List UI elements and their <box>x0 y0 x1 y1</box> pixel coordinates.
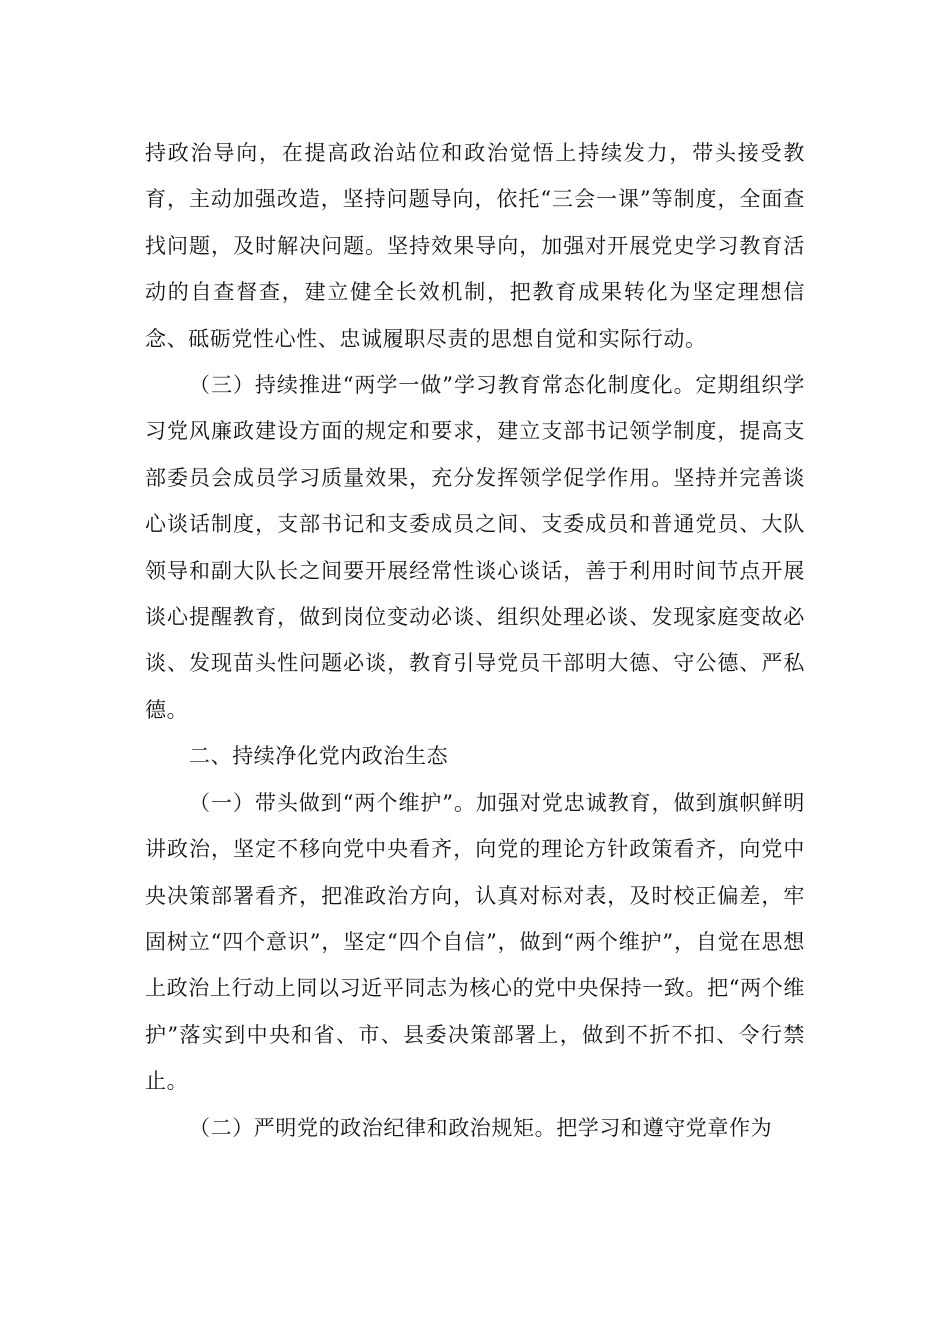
paragraph-continuation: 持政治导向，在提高政治站位和政治觉悟上持续发力，带头接受教育，主动加强改造，坚持问题导向，依托“三会一课”等制度，全面查找问题，及时解决问题。坚持效果导向，加强对开展党史学习教育活动的自查督查，建立健全长效机制，把教育成果转化为坚定理想信念、砥砺党性心性、忠诚履职尽责的思想自觉和实际行动。 <box>145 141 805 351</box>
section-heading-political-ecology: 二、持续净化党内政治生态 <box>189 744 449 769</box>
paragraph-two-safeguards: （一）带头做到“两个维护”。加强对党忠诚教育，做到旗帜鲜明讲政治，坚定不移向党中央看齐，向党的理论方针政策看齐，向党中央决策部署看齐，把准政治方向，认真对标对表，及时校正偏差，牢固树立“四个意识”，坚定“四个自信”，做到“两个维护”，自觉在思想上政治上行动上同以习近平同志为核心的党中央保持一致。把“两个维护”落实到中央和省、市、县委决策部署上，做到不折不扣、令行禁止。 <box>145 790 805 1094</box>
paragraph-two-study-one-do: （三）持续推进“两学一做”学习教育常态化制度化。定期组织学习党风廉政建设方面的规定和要求，建立支部书记领学制度，提高支部委员会成员学习质量效果，充分发挥领学促学作用。坚持并完善谈心谈话制度，支部书记和支委成员之间、支委成员和普通党员、大队领导和副大队长之间要开展经常性谈心谈话，善于利用时间节点开展谈心提醒教育，做到岗位变动必谈、组织处理必谈、发现家庭变故必谈、发现苗头性问题必谈，教育引导党员干部明大德、守公德、严私德。 <box>145 373 805 722</box>
paragraph-political-discipline: （二）严明党的政治纪律和政治规矩。把学习和遵守党章作为 <box>189 1115 773 1140</box>
document-page <box>145 130 805 1151</box>
